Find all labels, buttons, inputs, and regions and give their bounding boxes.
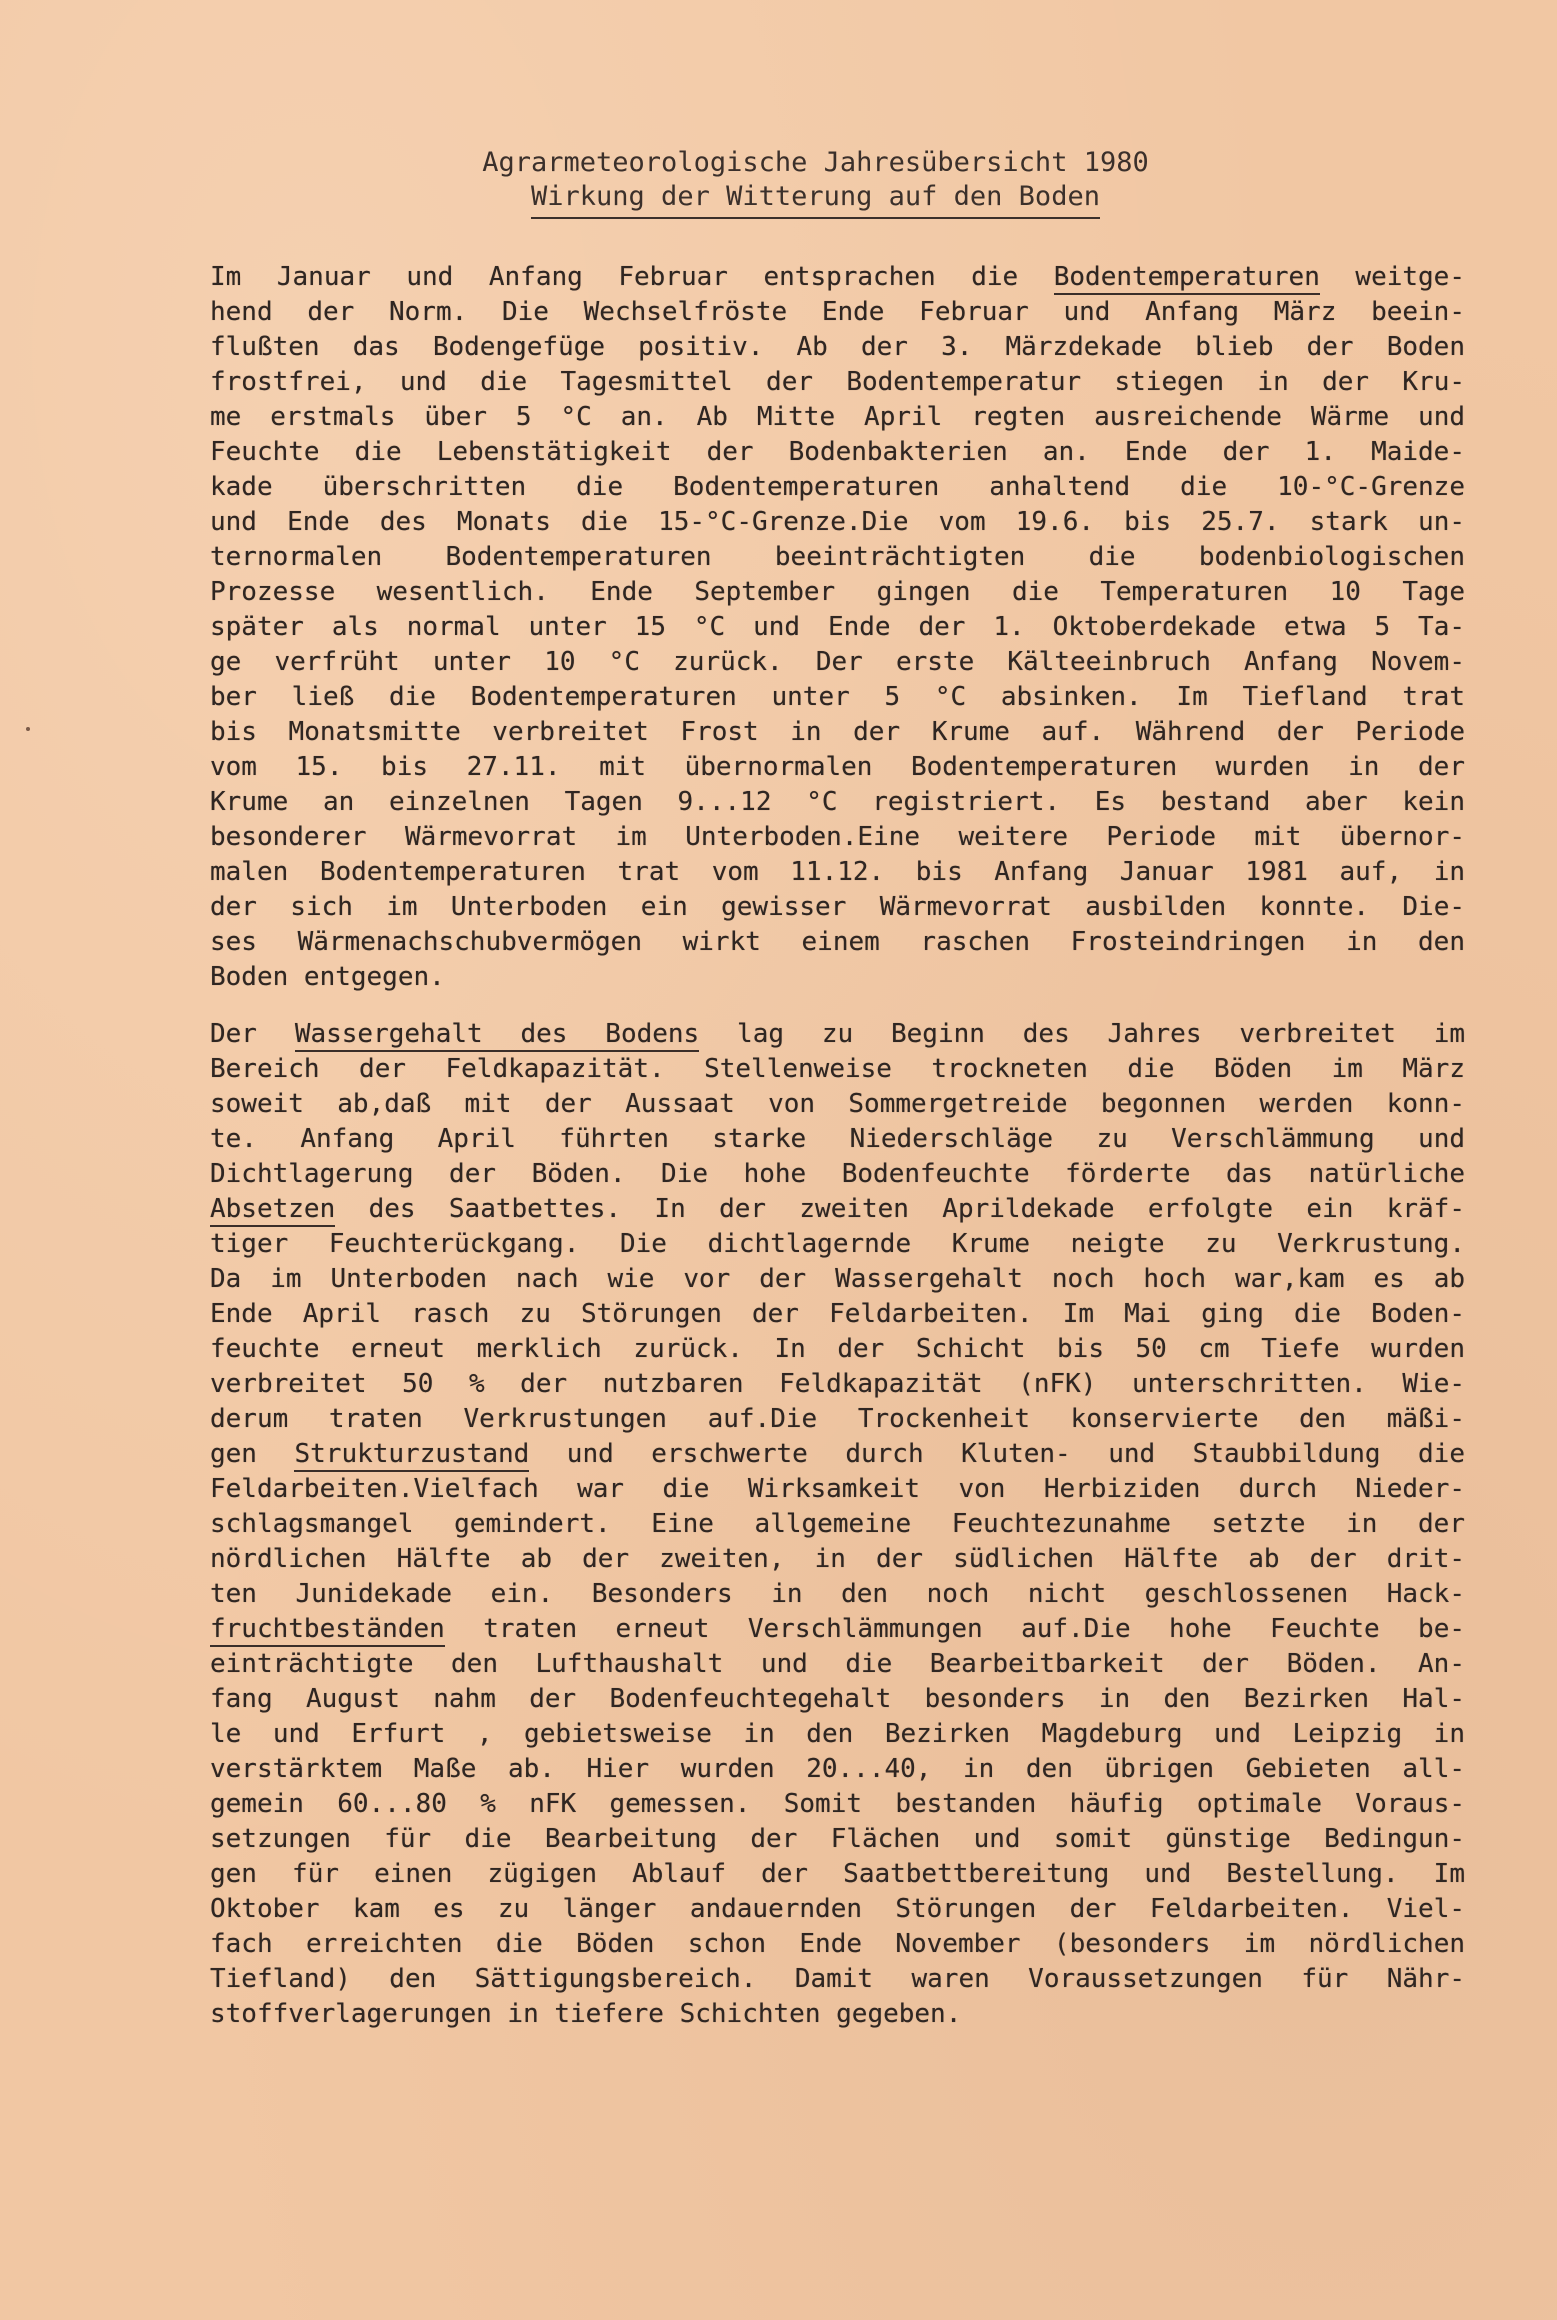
document-title: Agrarmeteorologische Jahresübersicht 1980 — [482, 147, 1149, 178]
text-line: le und Erfurt , gebietsweise in den Bezirken Magdeburg und Leipzig in — [210, 1719, 1465, 1749]
text-line: Oktober kam es zu länger andauernden Störungen der Feldarbeiten. Viel- — [210, 1894, 1465, 1924]
text-line: te. Anfang April führten starke Niederschläge zu Verschlämmung und — [210, 1124, 1465, 1154]
underlined-term: fruchtbeständen — [210, 1614, 445, 1647]
text-line: Boden entgegen. — [210, 962, 445, 992]
text-line: verbreitet 50 % der nutzbaren Feldkapazität (nFK) unterschritten. Wie- — [210, 1369, 1465, 1399]
text-line: Feldarbeiten.Vielfach war die Wirksamkeit von Herbiziden durch Nieder- — [210, 1474, 1465, 1504]
text-line: Absetzen des Saatbettes. In der zweiten Aprildekade erfolgte ein kräf- — [210, 1192, 1465, 1227]
text-line: besonderer Wärmevorrat im Unterboden.Eine weitere Periode mit übernor- — [210, 822, 1465, 852]
text-line: ternormalen Bodentemperaturen beeinträchtigten die bodenbiologischen — [210, 542, 1465, 572]
text-line: ber ließ die Bodentemperaturen unter 5 °C absinken. Im Tiefland trat — [210, 682, 1465, 712]
text-line: flußten das Bodengefüge positiv. Ab der 3. Märzdekade blieb der Boden — [210, 332, 1465, 362]
text-line: fach erreichten die Böden schon Ende November (besonders im nördlichen — [210, 1929, 1465, 1959]
text-line: gemein 60...80 % nFK gemessen. Somit bestanden häufig optimale Voraus- — [210, 1789, 1465, 1819]
underlined-term: Bodentemperaturen — [1054, 262, 1320, 295]
text-line: frostfrei, und die Tagesmittel der Bodentemperatur stiegen in der Kru- — [210, 367, 1465, 397]
text-line: soweit ab,daß mit der Aussaat von Sommergetreide begonnen werden konn- — [210, 1089, 1465, 1119]
text-line: fang August nahm der Bodenfeuchtegehalt besonders in den Bezirken Hal- — [210, 1684, 1465, 1714]
text-line: später als normal unter 15 °C und Ende der 1. Oktoberdekade etwa 5 Ta- — [210, 612, 1465, 642]
underlined-term: Absetzen — [210, 1194, 335, 1227]
text-line: einträchtigte den Lufthaushalt und die Bearbeitbarkeit der Böden. An- — [210, 1649, 1465, 1679]
text-line: schlagsmangel gemindert. Eine allgemeine Feuchtezunahme setzte in der — [210, 1509, 1465, 1539]
text-line: Dichtlagerung der Böden. Die hohe Bodenfeuchte förderte das natürliche — [210, 1159, 1465, 1189]
paragraph-soil-temperature — [210, 260, 1465, 995]
text-line: kade überschritten die Bodentemperaturen anhaltend die 10-°C-Grenze — [210, 472, 1465, 502]
text-line: Prozesse wesentlich. Ende September gingen die Temperaturen 10 Tage — [210, 577, 1465, 607]
text-line: ten Junidekade ein. Besonders in den noch nicht geschlossenen Hack- — [210, 1579, 1465, 1609]
text-line: Bereich der Feldkapazität. Stellenweise trockneten die Böden im März — [210, 1054, 1465, 1084]
text-line: me erstmals über 5 °C an. Ab Mitte April regten ausreichende Wärme und — [210, 402, 1465, 432]
text-line: stoffverlagerungen in tiefere Schichten gegeben. — [210, 1999, 962, 2029]
text-line: vom 15. bis 27.11. mit übernormalen Bodentemperaturen wurden in der — [210, 752, 1465, 782]
text-line: derum traten Verkrustungen auf.Die Trockenheit konservierte den mäßi- — [210, 1404, 1465, 1434]
text-line: Ende April rasch zu Störungen der Feldarbeiten. Im Mai ging die Boden- — [210, 1299, 1465, 1329]
text-line: ses Wärmenachschubvermögen wirkt einem raschen Frosteindringen in den — [210, 927, 1465, 957]
text-line: der sich im Unterboden ein gewisser Wärmevorrat ausbilden konnte. Die- — [210, 892, 1465, 922]
text-line: Der Wassergehalt des Bodens lag zu Beginn des Jahres verbreitet im — [210, 1017, 1465, 1052]
paper-speck — [26, 727, 30, 731]
text-line: malen Bodentemperaturen trat vom 11.12. bis Anfang Januar 1981 auf, in — [210, 857, 1465, 887]
text-line: Feuchte die Lebenstätigkeit der Bodenbakterien an. Ende der 1. Maide- — [210, 437, 1465, 467]
text-line: und Ende des Monats die 15-°C-Grenze.Die vom 19.6. bis 25.7. stark un- — [210, 507, 1465, 537]
text-line: gen für einen zügigen Ablauf der Saatbettbereitung und Bestellung. Im — [210, 1859, 1465, 1889]
underlined-term: Strukturzustand — [294, 1439, 529, 1472]
text-line: Im Januar und Anfang Februar entsprachen die Bodentemperaturen weitge- — [210, 260, 1465, 295]
text-line: Krume an einzelnen Tagen 9...12 °C registriert. Es bestand aber kein — [210, 787, 1465, 817]
underlined-term: Wassergehalt des Bodens — [295, 1019, 699, 1052]
text-line: Da im Unterboden nach wie vor der Wassergehalt noch hoch war,kam es ab — [210, 1264, 1465, 1294]
text-line: gen Strukturzustand und erschwerte durch Kluten- und Staubbildung die — [210, 1437, 1465, 1472]
document-subtitle-line — [0, 180, 1557, 214]
text-line: feuchte erneut merklich zurück. In der Schicht bis 50 cm Tiefe wurden — [210, 1334, 1465, 1364]
text-line: hend der Norm. Die Wechselfröste Ende Februar und Anfang März beein- — [210, 297, 1465, 327]
document-header — [0, 146, 1557, 214]
text-line: Tiefland) den Sättigungsbereich. Damit waren Voraussetzungen für Nähr- — [210, 1964, 1465, 1994]
text-line: nördlichen Hälfte ab der zweiten, in der südlichen Hälfte ab der drit- — [210, 1544, 1465, 1574]
paragraph-soil-water — [210, 1017, 1465, 2032]
text-line: bis Monatsmitte verbreitet Frost in der Krume auf. Während der Periode — [210, 717, 1465, 747]
text-line: tiger Feuchterückgang. Die dichtlagernde Krume neigte zu Verkrustung. — [210, 1229, 1465, 1259]
text-line: verstärktem Maße ab. Hier wurden 20...40, in den übrigen Gebieten all- — [210, 1754, 1465, 1784]
text-line: fruchtbeständen traten erneut Verschlämmungen auf.Die hohe Feuchte be- — [210, 1612, 1465, 1647]
text-line: setzungen für die Bearbeitung der Flächen und somit günstige Bedingun- — [210, 1824, 1465, 1854]
document-subtitle: Wirkung der Witterung auf den Boden — [531, 180, 1100, 219]
text-line: ge verfrüht unter 10 °C zurück. Der erste Kälteeinbruch Anfang Novem- — [210, 647, 1465, 677]
